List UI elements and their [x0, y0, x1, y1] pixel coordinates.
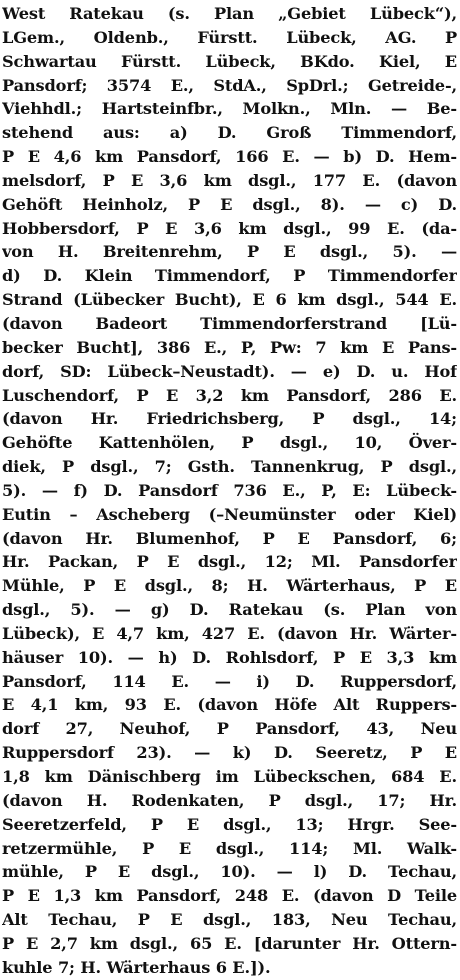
entry-line-17: Luschendorf, P E 3,2 km Pansdorf, 286 E. — [2, 385, 457, 405]
entry-line-13: Strand (Lübecker Bucht), E 6 km dsgl., 544 E. — [2, 290, 457, 310]
entry-line-33: 1,8 km Dänischberg im Lübeckschen, 684 E. — [2, 767, 457, 786]
entry-line-31: dorf 27, Neuhof, P Pansdorf, 43, Neu — [2, 719, 457, 739]
gazetteer-entry — [2, 2, 457, 980]
entry-line-23: (davon Hr. Blumenhof, P E Pansdorf, 6; — [2, 528, 457, 548]
entry-line-27: Lübeck), E 4,7 km, 427 E. (davon Hr. Wärter- — [2, 623, 457, 643]
entry-line-38: P E 1,3 km Pansdorf, 248 E. (davon D Teile — [2, 886, 457, 906]
entry-line-2: LGem., Oldenb., Fürstt. Lübeck, AG. P — [2, 27, 457, 47]
entry-line-21: 5). — f) D. Pansdorf 736 E., P, E: Lübeck- — [2, 480, 457, 500]
entry-line-10: Hobbersdorf, P E 3,6 km dsgl., 99 E. (da- — [2, 218, 457, 238]
entry-line-24: Hr. Packan, P E dsgl., 12; Ml. Pansdorfer — [2, 552, 457, 572]
entry-line-1: West Ratekau (s. Plan „Gebiet Lübeck“), — [2, 4, 457, 23]
entry-line-39: Alt Techau, P E dsgl., 183, Neu Techau, — [2, 910, 457, 930]
entry-line-7: P E 4,6 km Pansdorf, 166 E. — b) D. Hem- — [2, 147, 457, 167]
entry-line-28: häuser 10). — h) D. Rohlsdorf, P E 3,3 km — [2, 647, 457, 667]
entry-line-3: Schwartau Fürstt. Lübeck, BKdo. Kiel, E — [2, 51, 457, 71]
entry-line-12: d) D. Klein Timmendorf, P Timmendorfer — [2, 266, 457, 286]
entry-line-16: dorf, SD: Lübeck–Neustadt). — e) D. u. Hof — [2, 361, 457, 381]
entry-line-8: melsdorf, P E 3,6 km dsgl., 177 E. (davon — [2, 170, 457, 190]
entry-line-35: Seeretzerfeld, P E dsgl., 13; Hrgr. See- — [2, 814, 457, 834]
entry-line-19: Gehöfte Kattenhölen, P dsgl., 10, Över- — [2, 433, 457, 453]
entry-line-22: Eutin – Ascheberg (–Neumünster oder Kiel) — [2, 504, 457, 524]
entry-line-36: retzermühle, P E dsgl., 114; Ml. Walk- — [2, 838, 457, 858]
entry-line-9: Gehöft Heinholz, P E dsgl., 8). — c) D. — [2, 194, 457, 214]
entry-line-34: (davon H. Rodenkaten, P dsgl., 17; Hr. — [2, 790, 457, 810]
entry-line-37: mühle, P E dsgl., 10). — l) D. Techau, — [2, 862, 457, 882]
entry-line-26: dsgl., 5). — g) D. Ratekau (s. Plan von — [2, 600, 457, 620]
entry-line-32: Ruppersdorf 23). — k) D. Seeretz, P E — [2, 743, 457, 763]
entry-line-41: kuhle 7; H. Wärterhaus 6 E.]). — [2, 957, 271, 977]
entry-line-20: diek, P dsgl., 7; Gsth. Tannenkrug, P dsgl., — [2, 457, 457, 477]
entry-line-4: Pansdorf; 3574 E., StdA., SpDrl.; Getreide-, — [2, 75, 457, 95]
entry-line-29: Pansdorf, 114 E. — i) D. Ruppersdorf, — [2, 671, 457, 691]
entry-line-30: E 4,1 km, 93 E. (davon Höfe Alt Ruppers- — [2, 695, 457, 715]
entry-line-11: von H. Breitenrehm, P E dsgl., 5). — — [2, 242, 457, 262]
entry-line-40: P E 2,7 km dsgl., 65 E. [darunter Hr. Ottern- — [2, 933, 457, 953]
entry-line-18: (davon Hr. Friedrichsberg, P dsgl., 14; — [2, 409, 457, 429]
entry-line-6: stehend aus: a) D. Groß Timmendorf, — [2, 123, 457, 143]
entry-line-14: (davon Badeort Timmendorferstrand [Lü- — [2, 313, 457, 333]
entry-line-15: becker Bucht], 386 E., P, Pw: 7 km E Pans- — [2, 337, 457, 357]
entry-line-25: Mühle, P E dsgl., 8; H. Wärterhaus, P E — [2, 576, 457, 596]
entry-line-5: Viehhdl.; Hartsteinfbr., Molkn., Mln. — Be- — [2, 99, 457, 119]
